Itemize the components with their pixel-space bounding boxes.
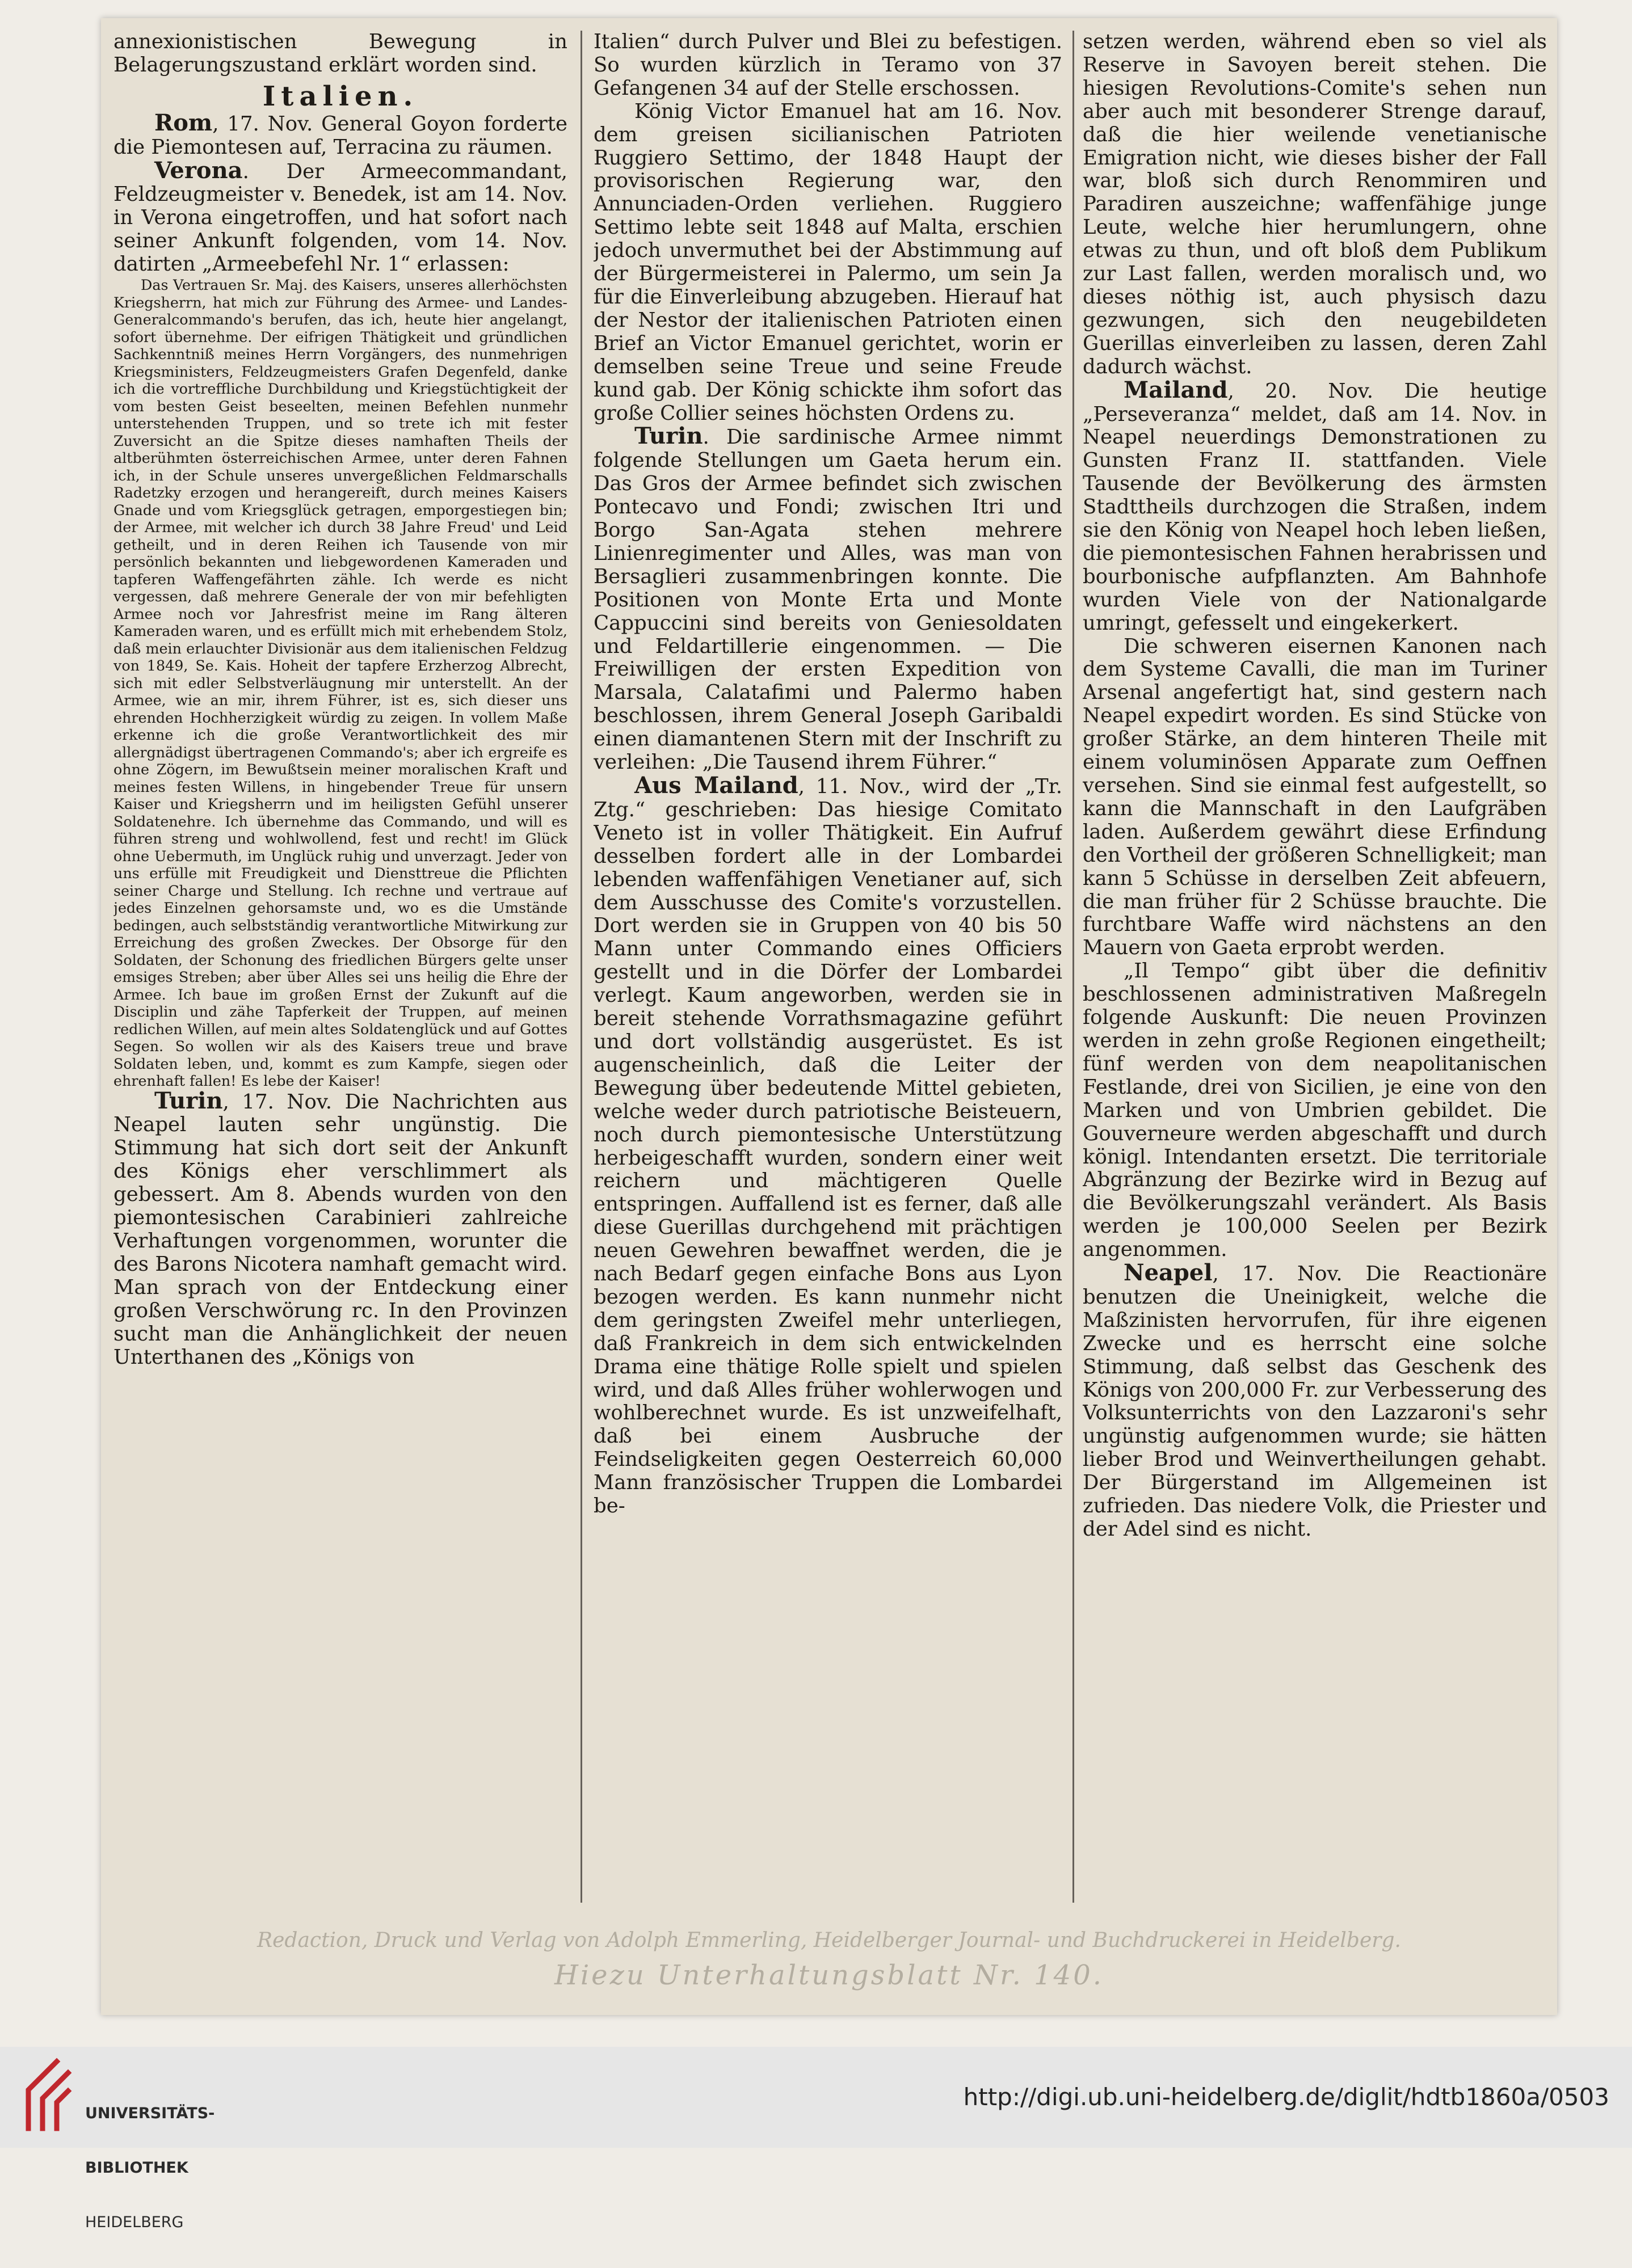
dateline-place: Rom (154, 109, 213, 136)
article-paragraph (113, 159, 567, 277)
library-bar (0, 2047, 1632, 2231)
paragraph-text: König Victor Emanuel hat am 16. Nov. dem greisen sicilianischen Patrioten Ruggiero Settimo, der 1848 Haupt der provisorischen Regierung war, den Annunciaden-Orden verliehen. Ruggiero Settimo lebte seit 1848 auf Malta, erschien jedoch unvermuthet bei der Abstimmung auf der Bürgermeisterei in Palermo, um sein Ja für die Einverleibung abzugeben. Hierauf hat der Nestor der italienischen Patrioten einen Brief an Victor Emanuel gerichtet, worin er demselben seine Treue und seine Freude kund gab. Der König schickte ihm sofort das große Collier seines höchsten Ordens zu. (594, 99, 1062, 425)
dateline-place: Turin (154, 1087, 223, 1114)
article-paragraph (594, 31, 1062, 100)
permalink-url[interactable]: http://digi.ub.uni-heidelberg.de/diglit/hdtb1860a/0503 (963, 2083, 1609, 2111)
dateline-place: Turin (634, 423, 703, 450)
article-paragraph (594, 100, 1062, 425)
article-paragraph (113, 31, 567, 77)
paragraph-text: Das Vertrauen Sr. Maj. des Kaisers, unseres allerhöchsten Kriegsherrn, hat mich zur Führung des Armee- und Landes-Generalcommando's berufen, das ich, heute hier angelangt, sofort übernehme. Der eifrigen Thätigkeit und gründlichen Sachkenntniß meines Herrn Vorgängers, des nunmehrigen Kriegsministers, Feldzeugmeisters Grafen Degenfeld, danke ich die vortreffliche Durchbildung und Kriegstüchtigkeit der vom besten Geist beseelten, meinen Befehlen nunmehr unterstehenden Truppen, und so trete ich mit fester Zuversicht an die Spitze dieses namhaften Theils der altberühmten österreichischen Armee, unter deren Fahnen ich, in der Schule unseres unvergeßlichen Feldmarschalls Radetzky erzogen und herangereift, durch meines Kaisers Gnade und vom Kriegsglück getragen, emporgestiegen bin; der Armee, mit welcher ich durch 38 Jahre Freud' und Leid getheilt, und in deren Reihen ich Tausende von mir persönlich bekannten und liebgewordenen Kameraden und tapferen Waffengefährten zähle. Ich werde es nicht vergessen, daß mehrere Generale der von mir befehligten Armee noch vor Jahresfrist meine im Rang älteren Kameraden waren, und es erfüllt mich mit erhebendem Stolz, daß mein erlauchter Divisionär aus dem italienischen Feldzug von 1849, Se. Kais. Hoheit der tapfere Erzherzog Albrecht, sich mit edler Selbstverläugnung mir unterstellt. An der Armee, wie an mir, ihrem Führer, ist es, sich dieser uns ehrenden Hochherzigkeit würdig zu zeigen. In vollem Maße erkenne ich die große Verantwortlichkeit des mir allergnädigst übertragenen Commando's; aber ich ergreife es ohne Zögern, im Bewußtsein meiner moralischen Kraft und meines festen Willens, in hingebender Treue für unsern Kaiser und Kriegsherrn und im heiligsten Gefühl unserer Soldatenehre. Ich übernehme das Commando, und will es führen streng und wohlwollend, fest und recht! im Glück ohne Uebermuth, im Unglück ruhig und unverzagt. Jeder von uns erfülle mit Freudigkeit und Diensttreue die Pflichten seiner Charge und Stellung. Ich rechne und vertraue auf jedes Einzelnen gehorsamste und, wo es die Umstände bedingen, auch selbstständig verantwortliche Mitwirkung zur Erreichung des großen Zweckes. Der Obsorge für den Soldaten, der Schonung des friedlichen Bürgers gelte unser emsiges Streben; aber über Alles sei uns heilig die Ehre der Armee. Ich baue im großen Ernst der Zukunft auf die Disciplin und zähe Tapferkeit der Truppen, auf meinen redlichen Willen, auf mein altes Soldatenglück und auf Gottes Segen. So wollen wir als des Kaisers treue und brave Soldaten leben, und, kommt es zum Kampfe, siegen oder ehrenhaft fallen! Es lebe der Kaiser! (113, 276, 567, 1090)
paragraph-text: Italien“ durch Pulver und Blei zu befestigen. So wurden kürzlich in Teramo von 37 Gefangenen 34 auf der Stelle erschossen. (594, 31, 1062, 100)
column-3 (1083, 31, 1547, 1914)
paragraph-text: , 17. Nov. Die Nachrichten aus Neapel lauten sehr ungünstig. Die Stimmung hat sich dort seit der Ankunft des Königs eher verschlimmert als gebessert. Am 8. Abends wurden von den piemontesischen Carabinieri zahlreiche Verhaftungen vorgenommen, worunter die des Barons Nicotera namhaft gemacht wird. Man sprach von der Entdeckung einer großen Verschwörung rc. In den Provinzen sucht man die Anhänglichkeit der neuen Unterthanen des „Königs von (113, 1090, 567, 1369)
library-name-line2: BIBLIOTHEK (85, 2159, 188, 2177)
dateline-place: Verona (154, 157, 243, 184)
paragraph-text: , 17. Nov. General Goyon forderte die Piemontesen auf, Terracina zu räumen. (113, 112, 567, 159)
paragraph-text: Die schweren eisernen Kanonen nach dem Systeme Cavalli, die man im Turiner Arsenal angefertigt hat, sind gestern nach Neapel expedirt worden. Es sind Stücke von großer Stärke, an dem hinteren Theile mit einem voluminösen Apparate zum Oeffnen versehen. Sind sie einmal fest aufgestellt, so kann die Mannschaft in den Laufgräben laden. Außerdem gewährt diese Erfindung den Vortheil der größeren Schnelligkeit; man kann 5 Schüsse in derselben Zeit abfeuern, die man früher für 2 Schüsse brauchte. Die furchtbare Waffe wird nächstens an den Mauern von Gaeta erprobt werden. (1083, 634, 1547, 960)
paragraph-text: , 20. Nov. Die heutige „Perseveranza“ meldet, daß am 14. Nov. in Neapel neuerdings Demonstrationen zu Gunsten Franz II. stattfanden. Viele Tausende der Bevölkerung des ärmsten Stadttheils durchzogen die Straßen, indem sie den König von Neapel hoch leben ließen, die piemontesischen Fahnen herabrissen und bourbonische aufpflanzten. Am Bahnhofe wurden Viele von der Nationalgarde umringt, gefesselt und eingekerkert. (1083, 379, 1547, 635)
library-name-line1: UNIVERSITÄTS- (85, 2105, 215, 2122)
paragraph-text: . Die sardinische Armee nimmt folgende Stellungen um Gaeta herum ein. Das Gros der Armee befindet sich zwischen Pontecavo und Fondi; zwischen Itri und Borgo San-Agata stehen mehrere Linienregimenter und Alles, was man von Bersaglieri zusammenbringen konnte. Die Positionen von Monte Erta und Monte Cappuccini sind bereits von Geniesoldaten und Feldartillerie eingenommen. — Die Freiwilligen der ersten Expedition von Marsala, Calatafimi und Palermo haben beschlossen, ihrem General Joseph Garibaldi einen diamantenen Stern mit der Inschrift zu verleihen: „Die Tausend ihrem Führer.“ (594, 425, 1062, 774)
article-paragraph (1083, 635, 1547, 960)
article-paragraph (113, 1087, 567, 1369)
column-divider (581, 31, 582, 1903)
paragraph-text: , 11. Nov., wird der „Tr. Ztg.“ geschrieben: Das hiesige Comitato Veneto ist in voller Thätigkeit. Ein Aufruf desselben fordert alle in der Lombardei lebenden waffenfähigen Venetianer auf, sich dem Ausschusse des Comite's vorzustellen. Dort werden sie in Gruppen von 40 bis 50 Mann unter Commando eines Officiers gestellt und in die Dörfer der Lombardei verlegt. Kaum angeworben, werden sie in bereit stehende Vorrathsmagazine geführt und dort vollständig ausgerüstet. Es ist augenscheinlich, daß die Leiter der Bewegung über bedeutende Mittel gebieten, welche weder durch patriotische Beisteuern, noch durch piemontesische Unterstützung herbeigeschafft wurden, sondern einer weit reichern und mächtigeren Quelle entspringen. Auffallend ist es ferner, daß alle diese Guerillas durchgehend mit prächtigen neuen Gewehren bewaffnet werden, die je nach Bedarf gegen einfache Bons aus Lyon bezogen werden. Es kann nunmehr nicht dem geringsten Zweifel mehr unterliegen, daß Frankreich in dem sich entwickelnden Drama eine thätige Rolle spielt und spielen wird, und daß Alles früher wohlerwogen und wohlberechnet wurde. Es ist unzweifelhaft, daß bei einem Ausbruche der Feindseligkeiten gegen Oesterreich 60,000 Mann französischer Truppen die Lombardei be- (594, 775, 1062, 1518)
column-1 (113, 31, 567, 1914)
ub-heidelberg-logo-icon[interactable] (17, 2056, 74, 2135)
article-paragraph (1083, 31, 1547, 379)
supplement-line: Hiezu Unterhaltungsblatt Nr. 140. (554, 1959, 1104, 1991)
paragraph-text: annexionistischen Bewegung in Belagerungszustand erklärt worden sind. (113, 31, 567, 77)
article-paragraph (594, 774, 1062, 1518)
article-paragraph (1083, 376, 1547, 635)
article-paragraph (113, 109, 567, 159)
paragraph-text: , 17. Nov. Die Reactionäre benutzen die Uneinigkeit, welche die Maßzinisten hervorrufen, für ihre eigenen Zwecke und es herrscht eine solche Stimmung, daß selbst das Geschenk des Königs von 200,000 Fr. zur Verbesserung des Volksunterrichts von den Lazzaroni's sehr ungünstig aufgenommen wurde; sie hätten lieber Brod und Weinvertheilungen gehabt. Der Bürgerstand im Allgemeinen ist zufrieden. Das niedere Volk, die Priester und der Adel sind es nicht. (1083, 1262, 1547, 1541)
imprint-line: Redaction, Druck und Verlag von Adolph Emmerling, Heidelberger Journal- und Buchdruckerei in Heidelberg. (257, 1929, 1401, 1952)
article-paragraph (594, 425, 1062, 774)
article-paragraph (1083, 960, 1547, 1262)
paragraph-text: . Der Armeecommandant, Feldzeugmeister v. Benedek, ist am 14. Nov. in Verona eingetroffen, und hat sofort nach seiner Ankunft folgenden, vom 14. Nov. datirten „Armeebefehl Nr. 1“ erlassen: (113, 159, 567, 276)
dateline-place: Mailand (1124, 376, 1228, 403)
page-footer (101, 1920, 1557, 1999)
section-heading: Italien. (262, 80, 419, 112)
column-divider (1072, 31, 1074, 1903)
paragraph-text: „Il Tempo“ gibt über die definitiv beschlossenen administrativen Maßregeln folgende Auskunft: Die neuen Provinzen werden in zehn große Regionen eingetheilt; fünf werden von dem neapolitanischen Festlande, drei von Sicilien, je eine von den Marken und von Umbrien gebildet. Die Gouverneure werden abgeschafft und durch königl. Intendanten ersetzt. Die territoriale Abgränzung der Bezirke wird in Bezug auf die Bevölkerungszahl verändert. Als Basis werden je 100,000 Seelen per Bezirk angenommen. (1083, 959, 1547, 1262)
paragraph-text: setzen werden, während eben so viel als Reserve in Savoyen bereit stehen. Die hiesigen Revolutions-Comite's sehen nun aber auch mit besonderer Strenge darauf, daß die hier weilende venetianische Emigration nicht, wie dieses bisher der Fall war, bloß sich durch Renommiren und Paradiren auszeichne; waffenfähige junge Leute, welche hier herumlungern, ohne etwas zu thun, und oft bloß dem Publikum zur Last fallen, werden moralisch und, wo dieses nöthig ist, auch physisch dazu gezwungen, sich den neugebildeten Guerillas einverleiben zu lassen, deren Zahl dadurch wächst. (1083, 31, 1547, 378)
army-order-text (113, 276, 567, 1090)
library-name[interactable] (85, 2068, 214, 2268)
article-paragraph (1083, 1259, 1547, 1541)
dateline-place: Neapel (1124, 1259, 1213, 1287)
newspaper-page (101, 18, 1557, 2015)
column-2 (594, 31, 1062, 1914)
dateline-place: Aus Mailand (634, 772, 798, 799)
library-name-line3: HEIDELBERG (85, 2214, 184, 2231)
